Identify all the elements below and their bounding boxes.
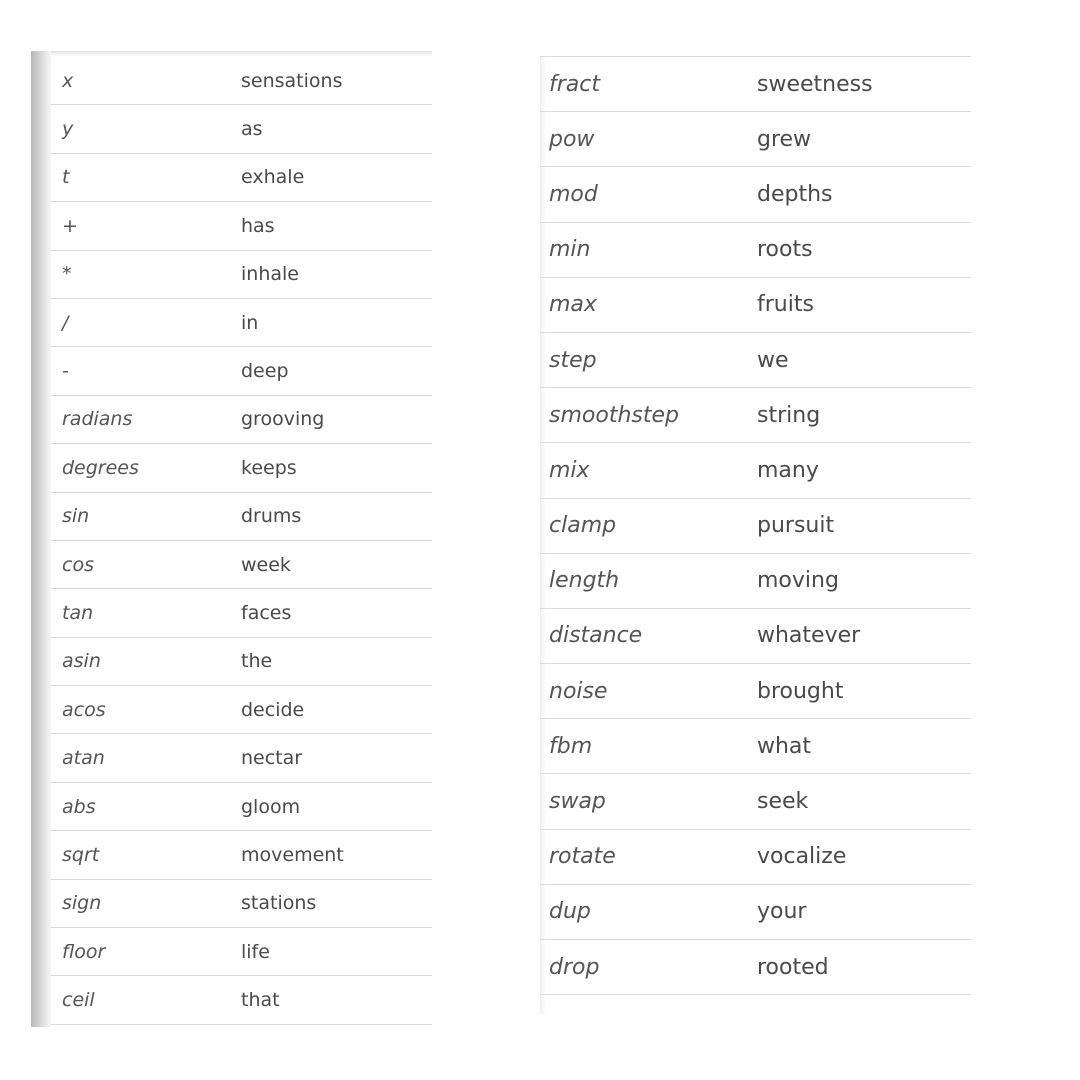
function-name: dup: [549, 899, 591, 925]
function-name: noise: [549, 678, 608, 704]
table-row: [540, 609, 971, 664]
mapped-word: your: [757, 899, 807, 925]
mapped-word: faces: [241, 601, 292, 624]
function-name: mod: [549, 181, 598, 207]
mapped-word: grew: [757, 126, 812, 152]
mapped-word: sweetness: [757, 71, 873, 97]
mapped-word: movement: [241, 843, 344, 866]
function-name: floor: [62, 940, 106, 963]
function-name: step: [549, 347, 597, 373]
function-name: atan: [62, 747, 105, 770]
mapped-word: whatever: [757, 623, 861, 649]
table-row: [51, 686, 432, 734]
mapped-word: exhale: [241, 166, 305, 189]
mapped-word: the: [241, 650, 273, 673]
function-name: distance: [549, 623, 643, 649]
function-name: max: [549, 292, 597, 318]
function-name: tan: [62, 601, 94, 624]
mapped-word: keeps: [241, 456, 297, 479]
function-name: asin: [62, 650, 101, 673]
function-name: ceil: [62, 989, 95, 1012]
function-name: degrees: [62, 456, 139, 479]
mapped-word: as: [241, 118, 263, 141]
mapped-word: vocalize: [757, 844, 847, 870]
mapped-word: many: [757, 457, 819, 483]
function-name: smoothstep: [549, 402, 679, 428]
mapped-word: has: [241, 214, 275, 237]
function-name: fbm: [549, 733, 593, 759]
function-name: min: [549, 237, 591, 263]
function-name: -: [62, 360, 69, 383]
function-name: acos: [62, 698, 106, 721]
table-row: [540, 499, 971, 554]
function-name: t: [62, 166, 70, 189]
table-row: [51, 734, 432, 782]
mapped-word: depths: [757, 181, 833, 207]
table-row: [51, 976, 432, 1024]
table-row: [540, 388, 971, 443]
left-table: [51, 57, 432, 1025]
table-row: [51, 783, 432, 831]
table-row: [51, 202, 432, 250]
function-name: sqrt: [62, 843, 100, 866]
table-row: [540, 774, 971, 829]
mapped-word: seek: [757, 789, 809, 815]
table-row: [51, 299, 432, 347]
table-row: [540, 830, 971, 885]
mapped-word: nectar: [241, 747, 303, 770]
table-row: [51, 493, 432, 541]
table-row: [51, 831, 432, 879]
mapped-word: life: [241, 940, 270, 963]
mapped-word: drums: [241, 505, 302, 528]
mapped-word: moving: [757, 568, 839, 594]
function-name: drop: [549, 954, 600, 980]
mapped-word: gloom: [241, 795, 301, 818]
mapped-word: inhale: [241, 263, 299, 286]
function-name: clamp: [549, 513, 617, 539]
mapped-word: deep: [241, 360, 289, 383]
mapped-word: roots: [757, 237, 813, 263]
table-row: [540, 719, 971, 774]
table-row: [51, 880, 432, 928]
function-name: sign: [62, 892, 102, 915]
table-row: [51, 105, 432, 153]
table-row: [540, 223, 971, 278]
function-name: cos: [62, 553, 94, 576]
table-row: [540, 167, 971, 222]
table-row: [51, 57, 432, 105]
function-name: y: [62, 118, 74, 141]
mapped-word: grooving: [241, 408, 325, 431]
function-name: mix: [549, 457, 590, 483]
function-name: sin: [62, 505, 90, 528]
table-row: [540, 940, 971, 995]
mapped-word: decide: [241, 698, 305, 721]
table-row: [51, 251, 432, 299]
left-panel-shadow-edge: [31, 51, 51, 1027]
right-table: [540, 56, 971, 995]
table-row: [540, 57, 971, 112]
function-name: +: [62, 214, 78, 237]
table-row: [540, 664, 971, 719]
function-name: *: [62, 263, 72, 286]
table-row: [540, 554, 971, 609]
mapped-word: what: [757, 733, 812, 759]
table-row: [51, 541, 432, 589]
mapped-word: we: [757, 347, 789, 373]
mapped-word: week: [241, 553, 291, 576]
table-row: [540, 278, 971, 333]
mapped-word: stations: [241, 892, 317, 915]
function-name: abs: [62, 795, 96, 818]
mapped-word: in: [241, 311, 259, 334]
mapped-word: that: [241, 989, 280, 1012]
function-name: radians: [62, 408, 133, 431]
table-row: [540, 333, 971, 388]
table-row: [540, 112, 971, 167]
function-name: fract: [549, 71, 600, 97]
table-row: [51, 638, 432, 686]
mapped-word: pursuit: [757, 513, 835, 539]
table-row: [51, 444, 432, 492]
table-row: [51, 589, 432, 637]
function-name: swap: [549, 789, 606, 815]
mapped-word: sensations: [241, 69, 343, 92]
mapped-word: rooted: [757, 954, 829, 980]
table-row: [51, 928, 432, 976]
table-row: [51, 154, 432, 202]
function-name: pow: [549, 126, 595, 152]
function-name: x: [62, 69, 74, 92]
function-name: /: [62, 311, 69, 334]
table-row: [540, 885, 971, 940]
mapped-word: string: [757, 402, 821, 428]
table-row: [51, 347, 432, 395]
left-table-panel: [31, 51, 432, 1027]
right-table-panel: [540, 56, 971, 1014]
function-name: length: [549, 568, 620, 594]
mapped-word: brought: [757, 678, 844, 704]
mapped-word: fruits: [757, 292, 814, 318]
function-name: rotate: [549, 844, 616, 870]
table-row: [51, 396, 432, 444]
table-row: [540, 443, 971, 498]
